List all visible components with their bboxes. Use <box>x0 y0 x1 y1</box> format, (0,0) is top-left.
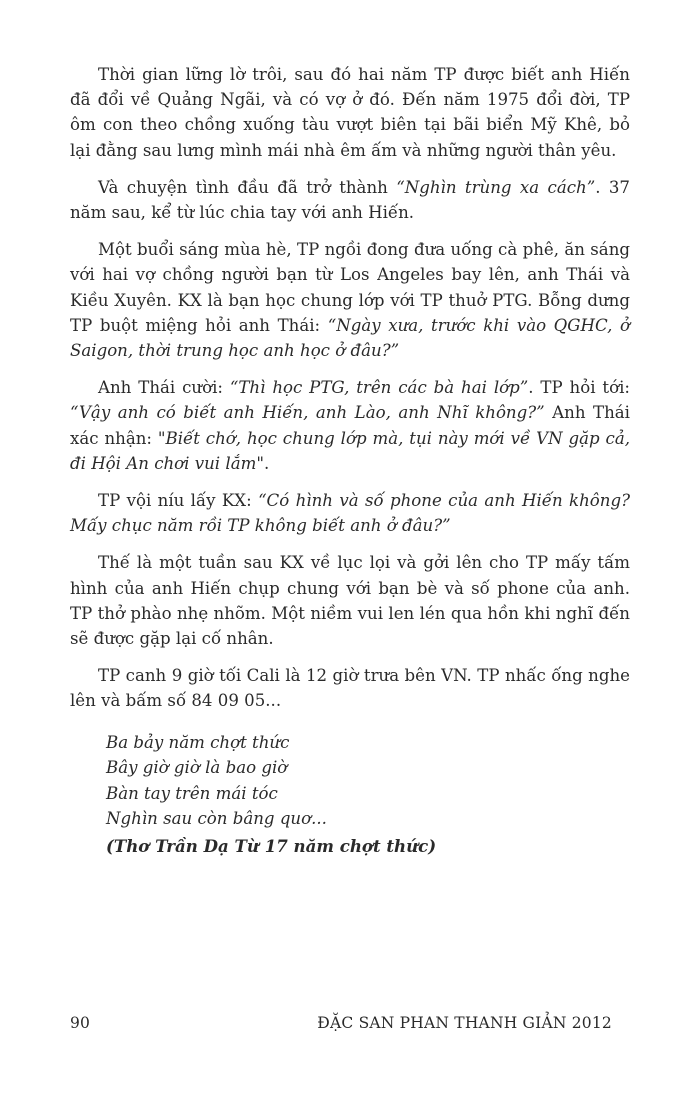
running-title: ĐẶC SAN PHAN THANH GIẢN 2012 <box>317 1014 612 1032</box>
paragraph-1 <box>70 62 630 163</box>
paragraph-4 <box>70 375 630 476</box>
poem-line: Bàn tay trên mái tóc <box>106 783 278 803</box>
page-number: 90 <box>70 1014 91 1032</box>
paragraph-segment: . <box>263 453 270 473</box>
dialogue-quote: “Có hình và số phone của anh Hiến không? Mấy chục năm rồi TP không biết anh ở đâu?” <box>70 491 630 536</box>
paragraph-segment: Thời gian lững lờ trôi, sau đó hai năm TP được biết anh Hiến đã đổi về Quảng Ngãi, và có vợ ở đó. Đến năm 1975 đổi đời, TP ôm con theo chồng xuống tàu vượt biên tại bãi biển Mỹ Khê, bỏ lại đằng sau lưng mình mái nhà êm ấm và những người thân yêu. <box>70 65 630 160</box>
paragraph-5 <box>70 488 630 538</box>
poem-source: (Thơ Trần Dạ Từ 17 năm chợt thức) <box>106 836 437 857</box>
dialogue-quote: "Biết chớ, học chung lớp mà, tụi này mới về VN gặp cả, đi Hội An chơi vui lắm" <box>70 428 630 473</box>
paragraph-segment: Anh Thái xác nhận: <box>70 403 630 448</box>
paragraph-3 <box>70 237 630 363</box>
poem-line: Bây giờ giờ là bao giờ <box>106 758 288 778</box>
paragraph-segment: Một buổi sáng mùa hè, TP ngồi đong đưa uống cà phê, ăn sáng với hai vợ chồng người bạn từ Los Angeles bay lên, anh Thái và Kiều Xuyên. KX là bạn học chung lớp với TP thuở PTG. Bỗng dưng TP buột miệng hỏi anh Thái: <box>70 240 630 335</box>
paragraph-segment: Và chuyện tình đầu đã trở thành <box>98 177 397 197</box>
quoted-title: “Nghìn trùng xa cách” <box>396 177 596 197</box>
paragraph-segment: . TP hỏi tới: <box>528 378 630 398</box>
paragraph-segment: TP canh 9 giờ tối Cali là 12 giờ trưa bên VN. TP nhấc ống nghe lên và bấm số 84 09 05... <box>70 666 630 711</box>
paragraph-2 <box>70 175 630 225</box>
paragraph-segment: TP vội níu lấy KX: <box>98 491 259 511</box>
body-text <box>70 62 630 860</box>
paragraph-segment: Anh Thái cười: <box>98 378 230 398</box>
dialogue-quote: “Ngày xưa, trước khi vào QGHC, ở Saigon, thời trung học anh học ở đâu?” <box>70 315 630 361</box>
paragraph-segment: Thế là một tuần sau KX về lục lọi và gởi lên cho TP mấy tấm hình của anh Hiến chụp chung với bạn bè và số phone của anh. TP thở phào nhẹ nhõm. Một niềm vui len lén qua hồn khi nghĩ đến sẽ được gặp lại cố nhân. <box>70 553 630 649</box>
paragraph-segment: . 37 năm sau, kể từ lúc chia tay với anh Hiến. <box>70 177 630 223</box>
paragraph-7 <box>70 663 630 713</box>
dialogue-quote: “Thì học PTG, trên các bà hai lớp” <box>229 378 529 398</box>
poem-line: Ba bảy năm chợt thức <box>106 732 290 752</box>
poem-excerpt <box>106 730 630 860</box>
paragraph-6 <box>70 550 630 651</box>
poem-line: Nghìn sau còn bâng quơ... <box>106 809 327 829</box>
dialogue-quote: “Vậy anh có biết anh Hiến, anh Lào, anh Nhĩ không?” <box>70 403 545 423</box>
